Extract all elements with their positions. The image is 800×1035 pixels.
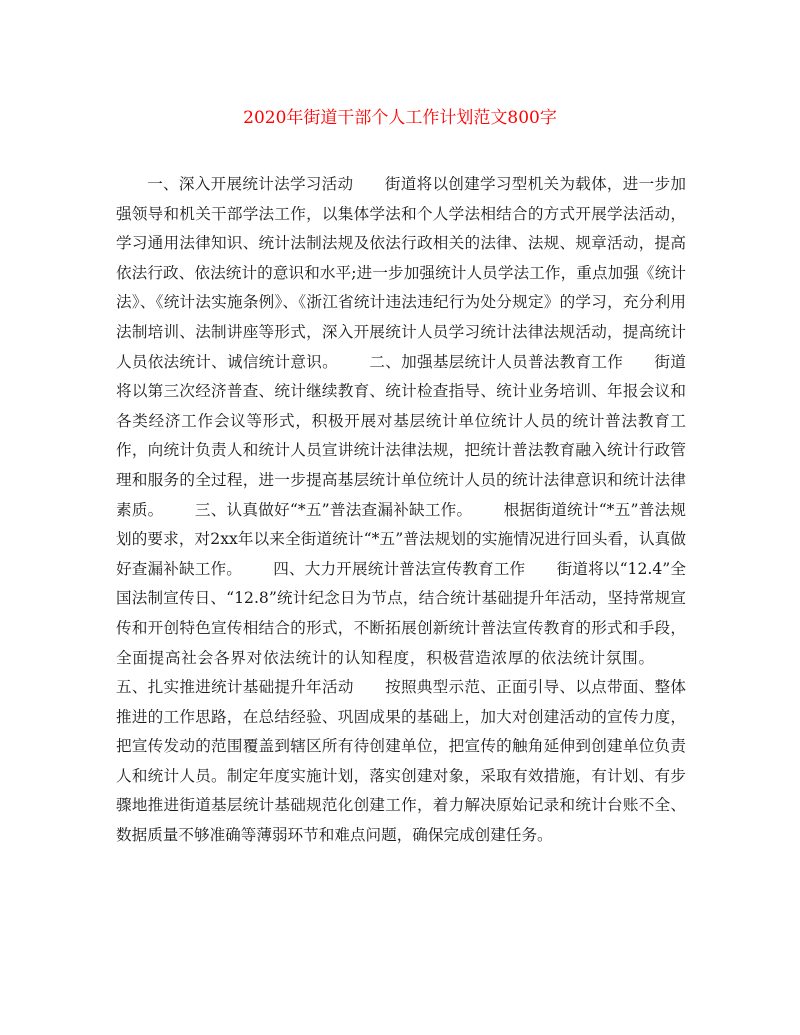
section-1-heading: 一、深入开展统计法学习活动: [147, 175, 354, 193]
section-5-text: 按照典型示范、正面引导、以点带面、整体推进的工作思路，在总结经验、巩固成果的基础上，加大对创建活动的宣传力度，把宣传发动的范围覆盖到辖区所有待创建单位，把宣传的触角延伸到创建单位负责人和统计人员。制定年度实施计划，落实创建对象，采取有效措施，有计划、有步骤地推进街道基层统计基础规范化创建工作，着力解决原始记录和统计台账不全、数据质量不够准确等薄弱环节和难点问题，确保完成创建任务。: [116, 678, 686, 845]
section-4-text: 街道将以“12.4”全国法制宣传日、“12.8”统计纪念日为节点，结合统计基础提升年活动，坚持常规宣传和开创特色宣传相结合的形式，不断拓展创新统计普法宣传教育的形式和手段，全面提高社会各界对依法统计的认知程度，积极营造浓厚的依法统计氛围。: [116, 559, 686, 667]
document-body: [116, 170, 686, 851]
section-1-text: 街道将以创建学习型机关为载体，进一步加强领导和机关干部学法工作，以集体学法和个人学法相结合的方式开展学法活动，学习通用法律知识、统计法制法规及依法行政相关的法律、法规、规章活动，提高依法行政、依法统计的意识和水平;进一步加强统计人员学法工作，重点加强《统计法》、《统计法实施条例》、《浙江省统计违法违纪行为处分规定》的学习，充分利用法制培训、法制讲座等形式，深入开展统计人员学习统计法律法规活动，提高统计人员依法统计、诚信统计意识。: [116, 175, 686, 371]
section-5-heading: 五、扎实推进统计基础提升年活动: [116, 678, 354, 697]
section-3-text: 根据街道统计“*五”普法规划的要求，对2xx年以来全街道统计“*五”普法规划的实施情况进行回头看，认真做好查漏补缺工作。: [116, 500, 686, 578]
document-title: 2020年街道干部个人工作计划范文800字: [243, 108, 557, 128]
section-4-heading: 四、大力开展统计普法宣传教育工作: [273, 559, 526, 578]
section-2-text: 街道将以第三次经济普查、统计继续教育、统计检查指导、统计业务培训、年报会议和各类经济工作会议等形式，积极开展对基层统计单位统计人员的统计普法教育工作，向统计负责人和统计人员宣讲统计法律法规，把统计普法教育融入统计行政管理和服务的全过程，进一步提高基层统计单位统计人员的统计法律意识和统计法律素质。: [116, 352, 686, 519]
section-3-heading: 三、认真做好“*五”普法查漏补缺工作。: [194, 500, 473, 519]
section-2-heading: 二、加强基层统计人员普法教育工作: [369, 352, 624, 371]
